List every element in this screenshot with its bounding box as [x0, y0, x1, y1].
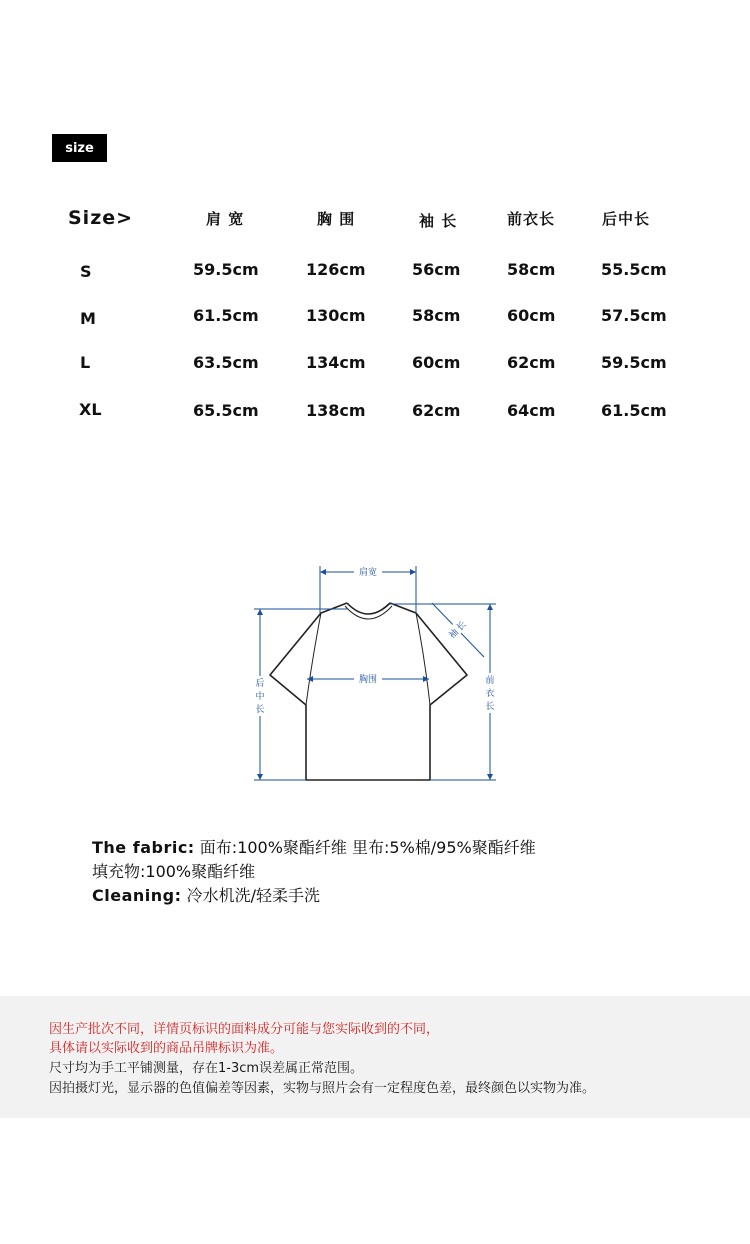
notice-line: 因拍摄灯光，显示器的色值偏差等因素，实物与照片会有一定程度色差，最终颜色以实物为准。	[49, 1081, 596, 1096]
header-sleeve-length: 袖 长	[419, 212, 458, 230]
label-back-length-2: 中	[255, 692, 265, 702]
table-cell: 126cm	[306, 260, 366, 279]
table-cell: 59.5cm	[193, 260, 259, 279]
notice-panel	[0, 996, 750, 1118]
tshirt-outline	[270, 603, 467, 780]
header-back-length: 后中长	[602, 210, 651, 228]
header-shoulder-width: 肩 宽	[206, 210, 245, 228]
table-cell: 56cm	[412, 260, 461, 279]
label-sleeve-length-2: 长	[455, 619, 469, 634]
table-cell: 58cm	[412, 306, 461, 325]
filling-info: 填充物:100%聚酯纤维	[92, 862, 256, 881]
cleaning-label: Cleaning:	[92, 886, 182, 905]
size-tag: size	[52, 134, 107, 162]
table-cell: 60cm	[507, 306, 556, 325]
table-cell: 138cm	[306, 401, 366, 420]
notice-red-line: 具体请以实际收到的商品吊牌标识为准。	[49, 1041, 284, 1056]
table-cell: 61.5cm	[193, 306, 259, 325]
table-cell: 62cm	[412, 401, 461, 420]
cleaning-value: 冷水机洗/轻柔手洗	[186, 886, 320, 905]
table-cell: 62cm	[507, 353, 556, 372]
label-chest: 胸围	[358, 675, 378, 685]
table-row-size: L	[80, 353, 91, 372]
fabric-label: The fabric:	[92, 838, 195, 857]
fabric-info	[92, 836, 536, 908]
table-row-size: XL	[79, 400, 102, 419]
table-cell: 61.5cm	[601, 401, 667, 420]
fabric-value: 面布:100%聚酯纤维 里布:5%棉/95%聚酯纤维	[199, 838, 536, 857]
table-cell: 57.5cm	[601, 306, 667, 325]
table-cell: 59.5cm	[601, 353, 667, 372]
label-front-length-2: 衣	[485, 689, 495, 699]
table-cell: 58cm	[507, 260, 556, 279]
tshirt-armhole-left	[306, 613, 321, 705]
table-cell: 55.5cm	[601, 260, 667, 279]
table-cell: 63.5cm	[193, 353, 259, 372]
tshirt-measurement-diagram	[240, 560, 510, 800]
notice-line: 尺寸均为手工平铺测量，存在1-3cm误差属正常范围。	[49, 1061, 364, 1076]
header-chest: 胸 围	[317, 210, 356, 228]
table-cell: 64cm	[507, 401, 556, 420]
label-sleeve-length-1: 袖	[447, 627, 461, 641]
table-row-size: M	[80, 309, 96, 328]
header-front-length: 前衣长	[507, 210, 556, 228]
table-cell: 60cm	[412, 353, 461, 372]
label-front-length-1: 前	[485, 676, 495, 686]
tshirt-collar	[347, 603, 390, 614]
table-cell: 134cm	[306, 353, 366, 372]
table-cell: 65.5cm	[193, 401, 259, 420]
label-shoulder-width: 肩宽	[358, 568, 378, 578]
table-row-size: S	[80, 262, 92, 281]
table-cell: 130cm	[306, 306, 366, 325]
label-front-length-3: 长	[485, 702, 495, 712]
notice-red-line: 因生产批次不同，详情页标识的面料成分可能与您实际收到的不同，	[49, 1022, 440, 1037]
label-back-length-3: 长	[255, 705, 265, 715]
header-size: Size>	[68, 207, 134, 229]
label-back-length-1: 后	[255, 679, 265, 689]
